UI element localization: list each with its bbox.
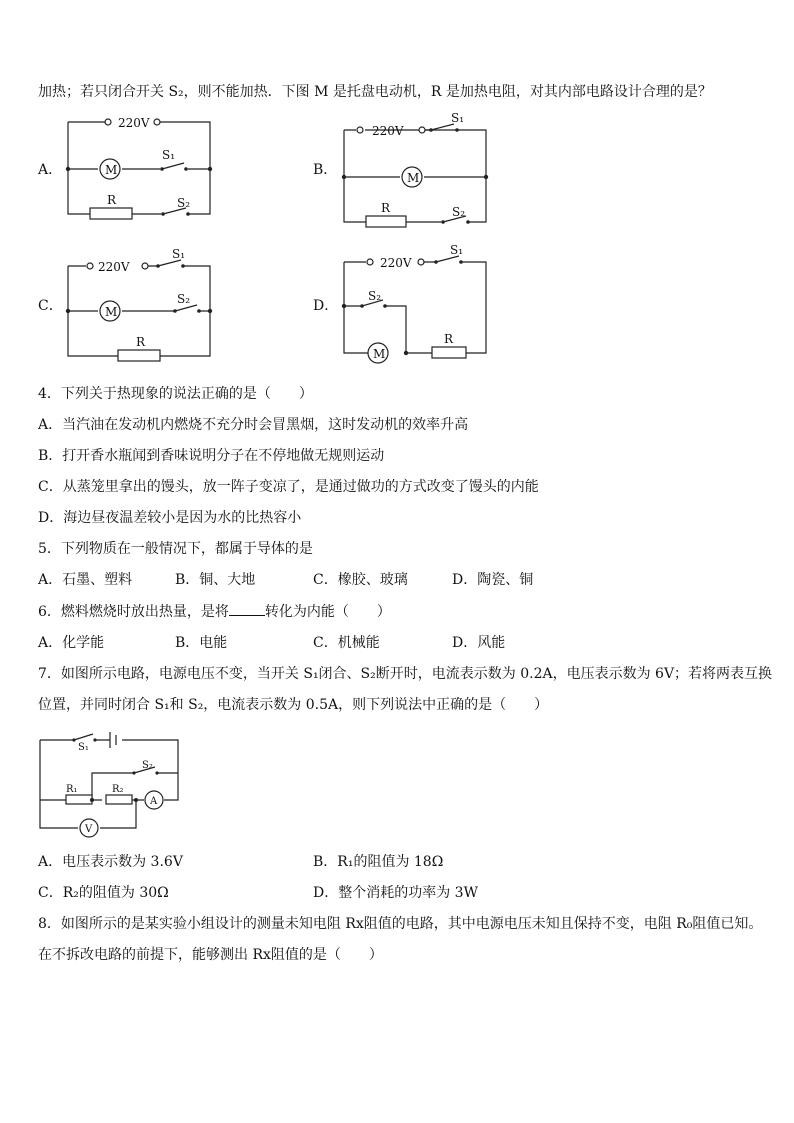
ammeter-label: A	[150, 796, 158, 807]
question-7-stem-line1: 7．如图所示电路，电源电压不变，当开关 S₁闭合、S₂断开时，电流表示数为 0.2A，电压表示数为 6V；若将两表互换	[38, 666, 773, 682]
question-4-stem: 4．下列关于热现象的说法正确的是（ ）	[38, 386, 313, 402]
question-3-stem-tail: 加热；若只闭合开关 S₂，则不能加热．下图 M 是托盘电动机，R 是加热电阻，对其内部电路设计合理的是？	[38, 84, 712, 100]
q3-circuit-b	[336, 112, 496, 227]
source-label: 220V	[380, 256, 412, 270]
switch-s1-label: S₁	[78, 742, 89, 753]
terminal	[154, 119, 160, 125]
q3-circuit-a	[60, 112, 220, 222]
question-4-option-d: D．海边昼夜温差较小是因为水的比热容小	[38, 510, 302, 526]
question-6-option-c: C．机械能	[313, 635, 380, 651]
question-7-option-c: C．R₂的阻值为 30Ω	[38, 885, 169, 901]
switch-s1-label: S₁	[172, 247, 186, 261]
question-5-option-d: D．陶瓷、铜	[452, 572, 534, 588]
question-6-option-d: D．风能	[452, 635, 506, 651]
question-6-stem-before: 6．燃料燃烧时放出热量，是将	[38, 604, 229, 620]
switch-s1-label: S₁	[451, 111, 465, 125]
resistor-symbol	[118, 350, 160, 361]
q3-option-b-label: B．	[313, 162, 338, 178]
question-6-stem	[38, 601, 391, 622]
question-8-stem-line1: 8．如图所示的是某实验小组设计的测量未知电阻 Rx阻值的电路，其中电源电压未知且保持不变，电阻 R₀阻值已知。	[38, 916, 763, 932]
resistor-symbol	[366, 216, 406, 227]
voltmeter-label: V	[85, 824, 93, 835]
q3-option-a-label: A．	[38, 162, 63, 178]
question-7-option-b: B．R₁的阻值为 18Ω	[313, 854, 444, 870]
resistor-r2-symbol	[106, 795, 132, 804]
question-5-option-b: B．铜、大地	[175, 572, 256, 588]
question-7-stem-line2: 位置，并同时闭合 S₁和 S₂，电流表示数为 0.5A，则下列说法中正确的是（ ）	[38, 697, 549, 713]
question-6-option-b: B．电能	[175, 635, 228, 651]
switch-s2-label: S₂	[177, 292, 191, 306]
motor-label: M	[105, 305, 118, 319]
battery-symbol	[110, 732, 116, 748]
question-7-option-d: D．整个消耗的功率为 3W	[313, 885, 478, 901]
question-4-option-c: C．从蒸笼里拿出的馒头，放一阵子变凉了，是通过做功的方式改变了馒头的内能	[38, 479, 539, 495]
switch-s1-label: S₁	[162, 148, 176, 162]
switch-s2-label: S₂	[177, 196, 191, 210]
q3-option-d-label: D．	[313, 298, 339, 314]
resistor-r1-symbol	[66, 795, 92, 804]
resistor-symbol	[432, 347, 466, 358]
source-label: 220V	[118, 116, 150, 130]
question-5-stem: 5．下列物质在一般情况下，都属于导体的是	[38, 541, 313, 557]
motor-label: M	[407, 171, 420, 185]
terminal	[105, 119, 111, 125]
question-4-option-a: A．当汽油在发动机内燃烧不充分时会冒黑烟，这时发动机的效率升高	[38, 417, 469, 433]
question-5-option-a: A．石墨、塑料	[38, 572, 133, 588]
question-8-stem-line2: 在不拆改电路的前提下，能够测出 Rx阻值的是（ ）	[38, 947, 383, 963]
resistor-label: R	[107, 193, 117, 207]
resistor-symbol	[90, 208, 132, 219]
switch-s2-label: S₂	[368, 289, 382, 303]
question-6-stem-after: 转化为内能（ ）	[264, 604, 391, 620]
q3-option-c-label: C．	[38, 298, 63, 314]
source-label: 220V	[98, 260, 130, 274]
source-label: 220V	[372, 124, 404, 138]
switch-s2-label: S₂	[452, 205, 466, 219]
switch-s2-label: S₂	[142, 760, 153, 771]
answer-blank	[229, 601, 265, 616]
resistor-r2-label: R₂	[112, 784, 124, 795]
question-7-circuit	[36, 730, 186, 838]
question-5-option-c: C．橡胶、玻璃	[313, 572, 408, 588]
resistor-label: R	[444, 332, 454, 346]
motor-label: M	[373, 347, 386, 361]
q3-circuit-d	[336, 243, 496, 361]
resistor-label: R	[381, 201, 391, 215]
q3-circuit-c	[60, 248, 220, 360]
resistor-r1-label: R₁	[66, 784, 78, 795]
motor-label: M	[105, 163, 118, 177]
question-7-option-a: A．电压表示数为 3.6V	[38, 854, 183, 870]
switch-s1-label: S₁	[450, 243, 464, 257]
question-6-option-a: A．化学能	[38, 635, 105, 651]
question-4-option-b: B．打开香水瓶闻到香味说明分子在不停地做无规则运动	[38, 448, 385, 464]
resistor-label: R	[136, 335, 146, 349]
